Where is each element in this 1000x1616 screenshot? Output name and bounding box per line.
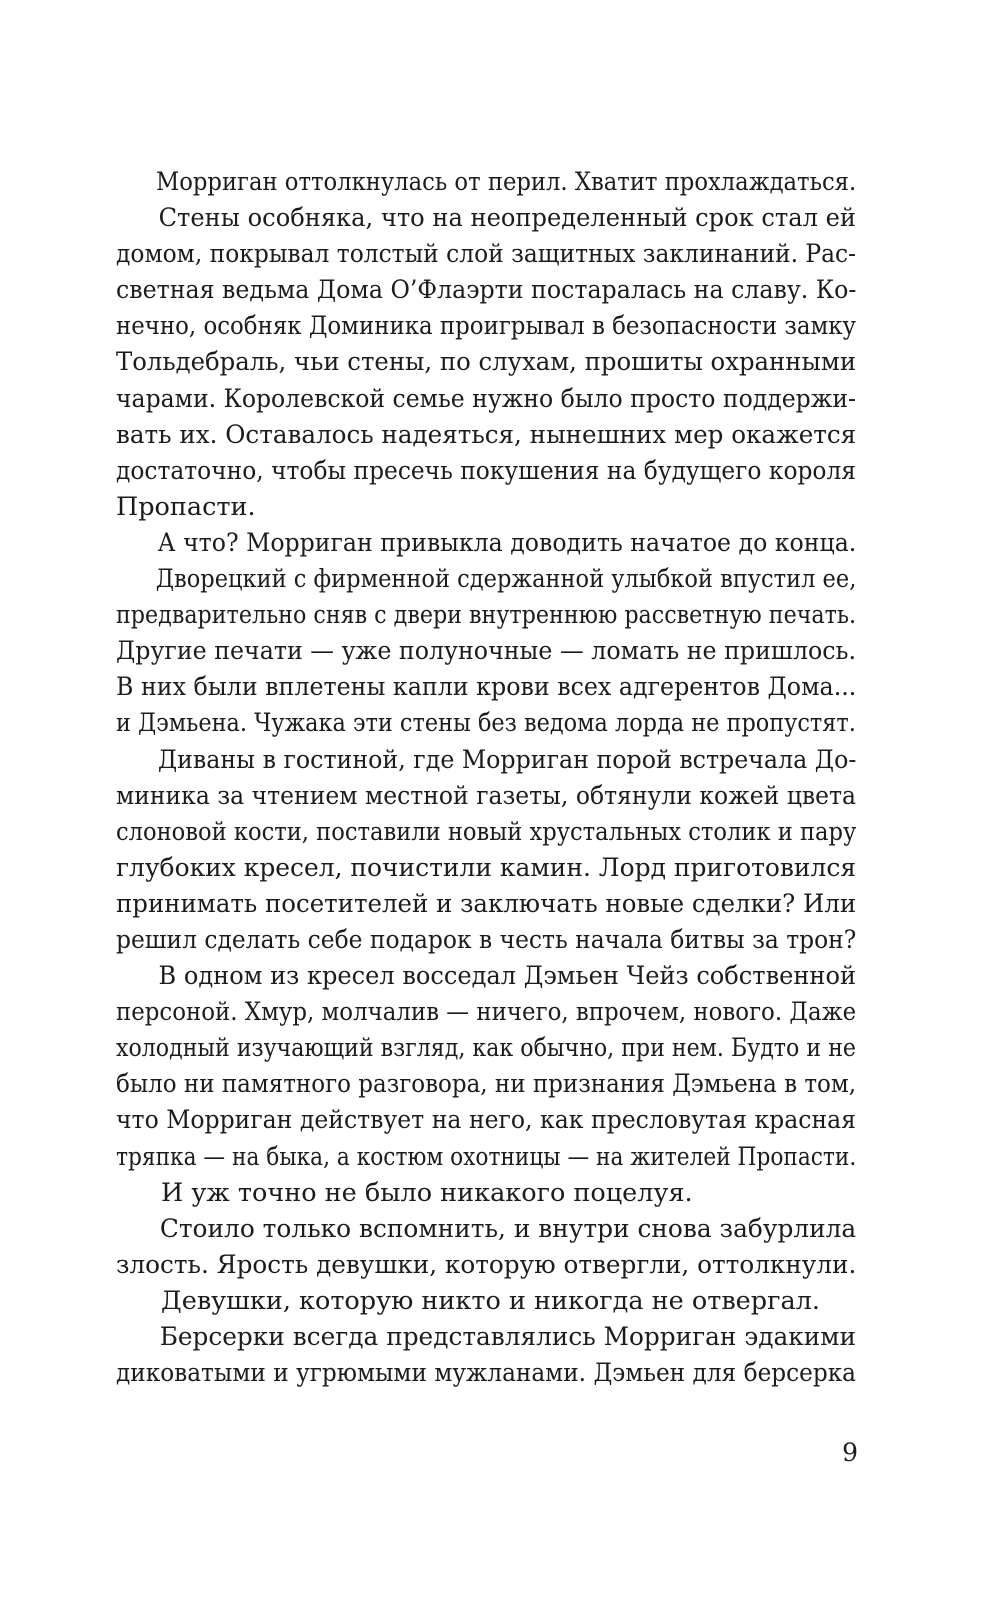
text-line: чарами. Королевской семье нужно было просто поддержи- — [116, 383, 856, 414]
text-line: злость. Ярость девушки, которую отвергли, оттолкнули. — [116, 1249, 857, 1280]
text-line: Тольдебраль, чьи стены, по слухам, прошиты охранными — [116, 347, 857, 378]
text-line: Другие печати — уже полуночные — ломать не пришлось. — [116, 636, 856, 667]
text-line: персоной. Хмур, молчалив — ничего, впрочем, нового. Даже — [116, 997, 857, 1028]
text-line: Дворецкий с фирменной сдержанной улыбкой впустил ее, — [155, 564, 857, 595]
text-line: Морриган оттолкнулась от перил. Хватит прохлаждаться. — [156, 167, 857, 197]
page-number: 9 — [842, 1438, 858, 1467]
text-line: В них были вплетены капли крови всех адгерентов Дома... — [116, 672, 857, 703]
text-line: предварительно сняв с двери внутреннюю рассветную печать. — [116, 600, 857, 631]
text-line: светная ведьма Дома О’Флаэрти постаралась на славу. Ко- — [116, 275, 857, 306]
text-line: глубоких кресел, почистили камин. Лорд приготовился — [116, 852, 857, 883]
text-line: решил сделать себе подарок в честь начала битвы за трон? — [116, 924, 857, 955]
text-line: Девушки, которую никто и никогда не отвергал. — [161, 1285, 820, 1316]
text-line: нечно, особняк Доминика проигрывал в безопасности замку — [116, 311, 857, 342]
text-line: Берсерки всегда представлялись Морриган эдакими — [159, 1322, 856, 1352]
text-line: вать их. Оставалось надеяться, нынешних мер окажется — [116, 419, 857, 450]
text-line: было ни памятного разговора, ни признания Дэмьена в том, — [116, 1069, 857, 1100]
text-line: А что? Морриган привыкла доводить начатое до конца. — [157, 527, 857, 558]
text-line: холодный изучающий взгляд, как обычно, при нем. Будто и не — [116, 1033, 856, 1064]
text-line: и Дэмьена. Чужака эти стены без ведома лорда не пропустят. — [116, 708, 856, 739]
text-line: Стены особняка, что на неопределенный срок стал ей — [158, 203, 856, 234]
body-text — [116, 164, 856, 1391]
text-line: что Морриган действует на него, как пресловутая красная — [116, 1105, 856, 1136]
text-line: миника за чтением местной газеты, обтянули кожей цвета — [116, 780, 856, 811]
text-line: достаточно, чтобы пресечь покушения на будущего короля — [116, 455, 856, 486]
text-line: тряпка — на быка, а костюм охотницы — на жителей Пропасти. — [116, 1141, 857, 1172]
text-line: принимать посетителей и заключать новые сделки? Или — [116, 888, 857, 919]
text-line: слоновой кости, поставили новый хрустальных столик и пару — [116, 816, 857, 847]
text-line: Диваны в гостиной, где Морриган порой встречала До- — [157, 744, 857, 775]
text-line: И уж точно не было никакого поцелуя. — [161, 1177, 693, 1208]
text-line: домом, покрывал толстый слой защитных заклинаний. Рас- — [116, 239, 857, 270]
text-line: В одном из кресел восседал Дэмьен Чейз собственной — [158, 961, 856, 992]
text-line: Стоило только вспомнить, и внутри снова забурлила — [159, 1213, 857, 1244]
text-line: Пропасти. — [116, 491, 256, 522]
text-line: диковатыми и угрюмыми мужланами. Дэмьен для берсерка — [116, 1358, 856, 1389]
